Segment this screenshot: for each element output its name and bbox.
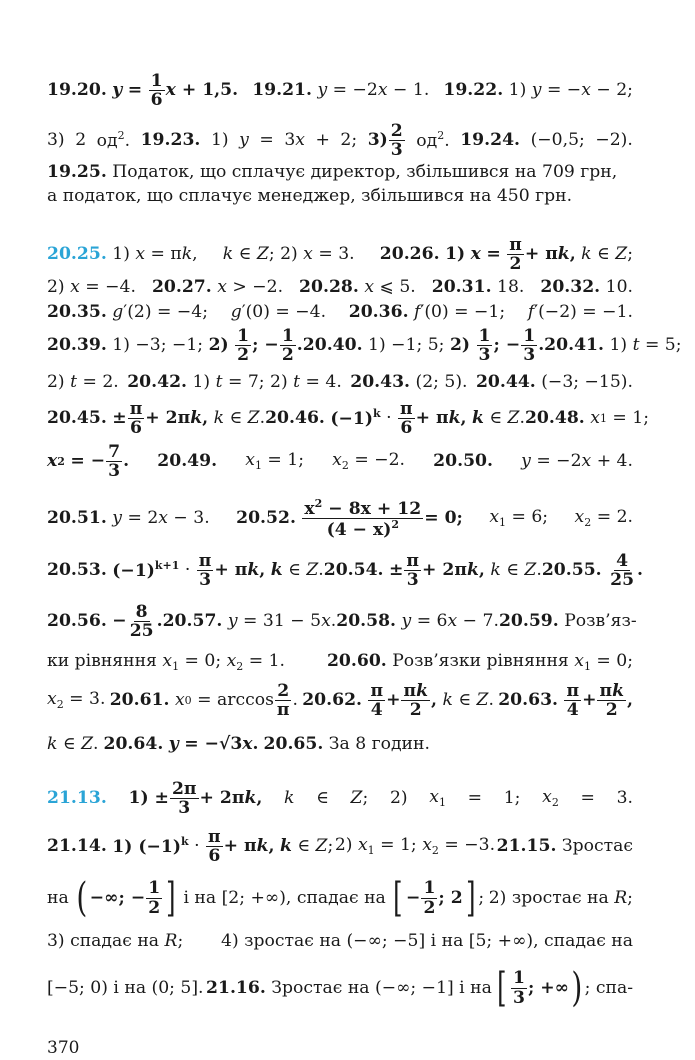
answer-line-7: 20.35. g′(2) = −4; g′(0) = −4. 20.36. f′(0) = −1; f′(−2) = −1. bbox=[47, 302, 633, 322]
answer-line-9: 2) t = 2. 20.42. 1) t = 7; 2) t = 4. 20.43. (2; 5). 20.44. (−3; −15). bbox=[47, 372, 633, 392]
answer-line-19: 21.14. 1) $(-1)^k$ · $\frac{\pi}{6}$ + πk, k ∈ Z ; 2) $x_1 = 1$; $x_2 = -3$. 21.15. Зростає bbox=[47, 827, 633, 867]
page-number: 370 bbox=[47, 1038, 80, 1058]
answer-line-5: 20.25. 1) x = π k , k ∈ Z ; 2) x = 3. 20.26. 1) x = $\frac{\pi}{2}$ + πk, k ∈ Z ; bbox=[47, 235, 633, 275]
answer-line-2: 3) 2 $од^2$. 19.23. 1) y = 3x + 2; 3) $\frac{2}{3}$ $од^2$. 19.24. (−0,5; −2). bbox=[47, 121, 633, 161]
answer-line-8: 20.39. 1) −3; −1; 2) $\frac{1}{2}$ ; − $\frac{1}{2}$ . 20.40. 1) −1; 5; 2) $\frac{1}{3}$ ; − $\frac{1}{3}$ . 20.41. 1) t = 5; bbox=[47, 326, 682, 366]
answer-line-10: 20.45. ± $\frac{\pi}{6}$ + 2πk, k ∈ Z . 20.46. $(-1)^k$ · $\frac{\pi}{6}$ + πk, k ∈ Z . 20.48. x 1 = 1; bbox=[47, 399, 649, 439]
answer-line-20: на ( −∞; − $\frac{1}{2}$ ] і на [2; +∞), спадає на [ − $\frac{1}{2}$ ; 2 ] ; 2) зростає на R; bbox=[47, 875, 633, 921]
answer-line-13: 20.53. $(-1)^{k+1}$ · $\frac{\pi}{3}$ + πk, k ∈ Z . 20.54. ± $\frac{\pi}{3}$ + 2πk, k ∈ Z . 20.55. $\frac{4}{25}$ . bbox=[47, 551, 644, 591]
answer-line-11: x 2 = − $\frac{7}{3}$ . 20.49. $x_1 = 1$; $x_2 = -2$. 20.50. y = −2x + 4. bbox=[47, 442, 633, 482]
answer-line-21: 3) спадає на R; 4) зростає на (−∞; −5] і на [5; +∞), спадає на bbox=[47, 931, 633, 951]
answer-line-22: [−5; 0) і на (0; 5]. 21.16. Зростає на (−∞; −1] і на [ $\frac{1}{3}$ ; +∞ ) ; спа- bbox=[47, 965, 633, 1011]
answer-line-17: k ∈ Z. 20.64. y = −√3x. 20.65. За 8 годин. bbox=[47, 734, 430, 754]
answer-line-18: 21.13. 1) ± $\frac{2\pi}{3}$ + 2πk, k ∈ Z; 2) $x_1$ = 1; $x_2$ = 3. bbox=[47, 779, 633, 819]
answer-line-14: 20.56. − $\frac{8}{25}$ . 20.57. y = 31 − 5x. 20.58. y = 6x − 7. 20.59. Розв’яз- bbox=[47, 602, 637, 642]
answer-line-15: ки рівняння $x_1 = 0$; $x_2 = 1$. 20.60. Розв’язки рівняння $x_1 = 0$; bbox=[47, 651, 633, 673]
answer-line-3: 19.25. Податок, що сплачує директор, збільшився на 709 грн, bbox=[47, 162, 618, 182]
answer-line-4: а податок, що сплачує менеджер, збільшився на 450 грн. bbox=[47, 186, 573, 206]
answer-line-1: 19.20. y = $\frac{1}{6}$ x + 1,5. 19.21. y = −2 x − 1. 19.22. 1) y = − x − 2; bbox=[47, 71, 633, 111]
answer-line-16: $x_2 = 3$. 20.61. x 0 = arccos $\frac{2}{\pi}$ . 20.62. $\frac{\pi}{4}$ + $\frac{\pi k}{2}$ , k ∈ Z . 20.63. $\frac{\pi}{4}$ + $\frac{\pi k}{2}$ , bbox=[47, 681, 633, 721]
answer-line-6: 2) x = −4. 20.27. x > −2. 20.28. x ⩽ 5. 20.31. 18. 20.32. 10. bbox=[47, 277, 633, 297]
answer-line-12: 20.51. y = 2x − 3. 20.52. $\frac{x^2 - 8x + 12}{(4 - x)^2}$ = 0; $x_1 = 6$; $x_2 = 2$. bbox=[47, 497, 633, 541]
